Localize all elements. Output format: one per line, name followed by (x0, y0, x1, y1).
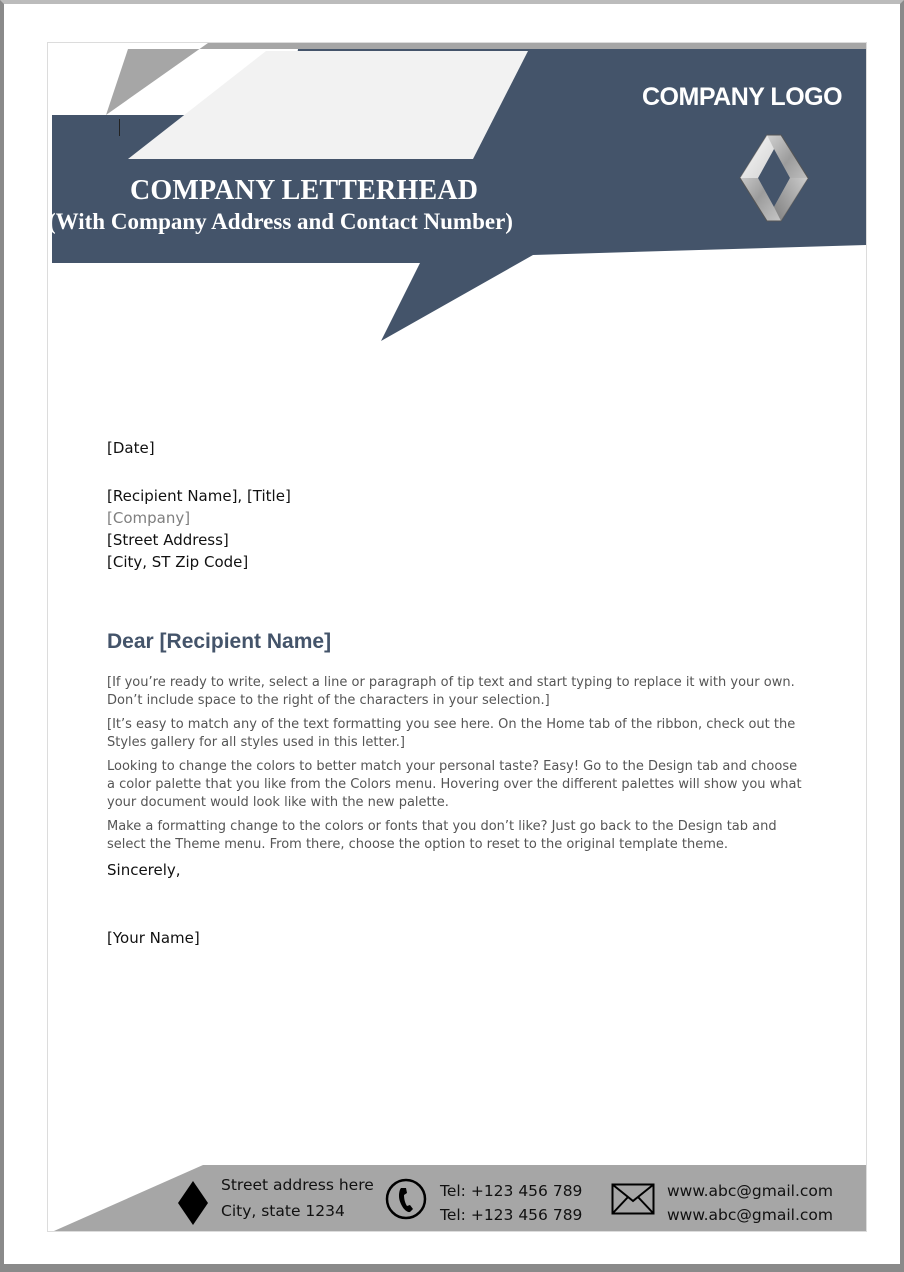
recipient-name-title[interactable]: [Recipient Name], [Title] (107, 487, 291, 505)
diamond-icon (176, 1180, 210, 1226)
text-cursor (119, 119, 120, 136)
footer-address-line2: City, state 1234 (221, 1202, 345, 1220)
letter-page (47, 42, 867, 1232)
renault-diamond-logo-icon (738, 133, 810, 223)
letterhead-title: COMPANY LETTERHEAD (130, 175, 479, 206)
recipient-company[interactable]: [Company] (107, 509, 191, 527)
paragraph-3[interactable]: Looking to change the colors to better match your personal taste? Easy! Go to the Design tab and choose a color palette that you like from the Colors menu. Hovering over the different palettes will show you what your document would look like with the new palette. (107, 759, 802, 810)
closing[interactable]: Sincerely, (107, 861, 181, 879)
envelope-icon (611, 1183, 655, 1215)
signature-name[interactable]: [Your Name] (107, 929, 200, 947)
paragraph-4[interactable]: Make a formatting change to the colors or fonts that you don’t like? Just go back to the Design tab and select the Theme menu. From there, choose the option to reset to the original template theme. (107, 819, 777, 852)
date-field[interactable]: [Date] (107, 439, 155, 457)
recipient-city[interactable]: [City, ST Zip Code] (107, 553, 249, 571)
paragraph-2[interactable]: [It’s easy to match any of the text formatting you see here. On the Home tab of the ribbon, check out the Styles gallery for all styles used in this letter.] (107, 717, 796, 750)
footer-address-line1: Street address here (221, 1176, 374, 1194)
phone-icon (385, 1178, 427, 1220)
footer-tel-line2: Tel: +123 456 789 (440, 1206, 583, 1224)
company-logo-text: COMPANY LOGO (642, 83, 843, 111)
paragraph-1[interactable]: [If you’re ready to write, select a line or paragraph of tip text and start typing to replace it with your own. Don’t include space to the right of the characters in your selection.] (107, 675, 795, 708)
letterhead-subtitle: (With Company Address and Contact Number) (48, 209, 513, 234)
footer-tel-line1: Tel: +123 456 789 (440, 1182, 583, 1200)
salutation[interactable]: Dear [Recipient Name] (107, 630, 332, 653)
recipient-street[interactable]: [Street Address] (107, 531, 229, 549)
footer-web-line2[interactable]: www.abc@gmail.com (667, 1206, 833, 1224)
footer-web-line1[interactable]: www.abc@gmail.com (667, 1182, 833, 1200)
